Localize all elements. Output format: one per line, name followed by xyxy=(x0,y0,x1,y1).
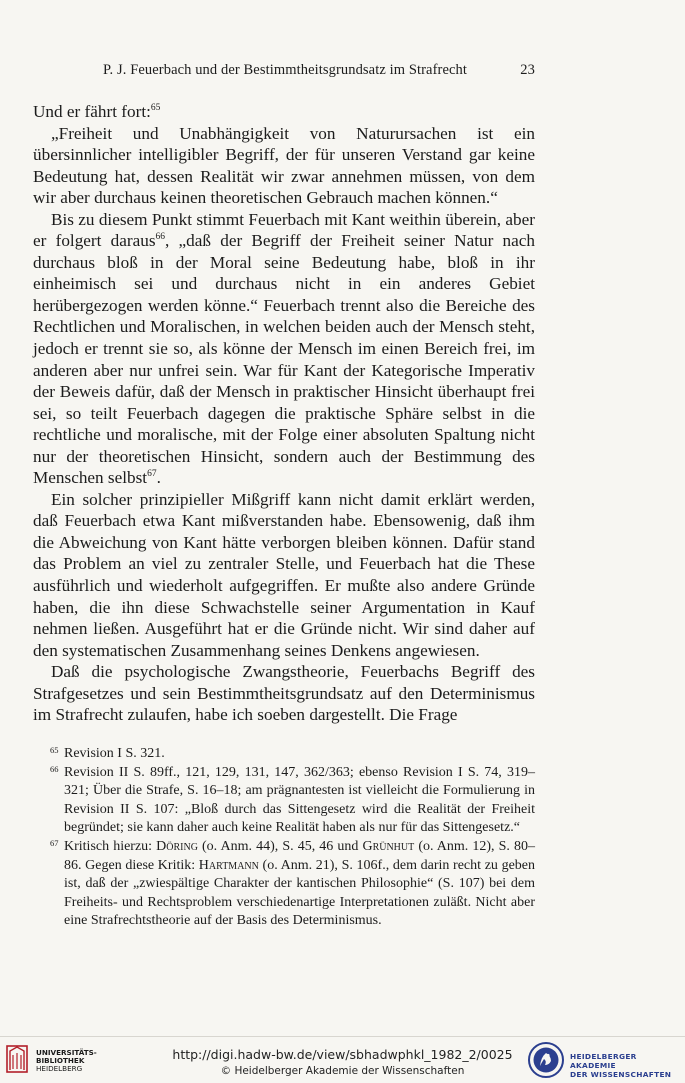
quote-paragraph xyxy=(33,123,535,209)
paragraph-text: „Freiheit und Unabhängigkeit von Naturursachen ist ein übersinnlicher intelligibler Begriff, der für unseren Verstand gar keine Bedeutung hat, dessen Realität wir zwar annehmen müssen, von dem wir aber durchaus keinen theoretischen Gebrauch machen können.“ xyxy=(33,123,535,208)
academy-logo[interactable] xyxy=(527,1040,685,1080)
paragraph-text: Ein solcher prinzipieller Mißgriff kann nicht damit erklärt werden, daß Feuerbach etwa Kant mißverstanden habe. Ebensowenig, daß ihm die Abweichung von Kant hätte verborgen bleiben können. Dafür stand das Problem an viel zu zentraler Stelle, und Feuerbach hat die These ausführlich und wiederholt aufgegriffen. Er mußte also andere Gründe haben, die ihn diese Schwachstelle seiner Argumentation in Kauf nehmen ließen. Ausgeführt hat er die Gründe nicht. Wir sind daher auf den systematischen Zusammenhang seines Denkens angewiesen. xyxy=(33,489,535,660)
footnotes xyxy=(50,745,535,931)
main-text xyxy=(33,101,535,726)
footnote xyxy=(50,838,535,931)
page-number: 23 xyxy=(520,62,535,78)
footnote-text: Kritisch hierzu: xyxy=(64,838,157,854)
logo-line: HEIDELBERGER AKADEMIE xyxy=(570,1052,637,1070)
paragraph xyxy=(33,209,535,489)
copyright-notice: © Heidelberger Akademie der Wissenschaften xyxy=(220,1065,465,1077)
paragraph-text: Daß die psychologische Zwangstheorie, Feuerbachs Begriff des Strafgesetzes und sein Bestimmtheitsgrundsatz auf den Determinismus im Strafrecht zulaufen, habe ich soeben dargestellt. Die Frage xyxy=(33,662,535,725)
logo-line: HEIDELBERG xyxy=(36,1064,83,1074)
paragraph xyxy=(33,489,535,661)
author-name: Grünhut xyxy=(362,838,415,854)
footnote-ref[interactable]: 67 xyxy=(147,469,157,480)
viewer-footer xyxy=(0,1036,685,1083)
logo-line: DER WISSENSCHAFTEN xyxy=(570,1070,672,1079)
logo-line: UNIVERSITÄTS- xyxy=(36,1048,97,1057)
academy-seal-icon xyxy=(527,1041,565,1079)
footnote xyxy=(50,745,535,764)
author-name: Hartmann xyxy=(198,857,259,873)
footnote-mark: 67 xyxy=(50,837,59,848)
footnote xyxy=(50,764,535,838)
footnote-text: (o. Anm. 12), S. 80–86. Gegen diese Kritik: xyxy=(64,838,535,873)
paragraph xyxy=(33,101,535,123)
author-name: Döring xyxy=(156,838,198,854)
footnote-ref[interactable]: 66 xyxy=(155,232,166,243)
paragraph-text: . xyxy=(156,468,161,488)
paragraph-text: Bis zu diesem Punkt stimmt Feuerbach mit Kant weithin überein, aber er folgert daraus xyxy=(33,209,535,251)
paragraph xyxy=(33,661,535,726)
footnote-mark: 66 xyxy=(50,763,59,774)
paragraph-text: , „daß der Begriff der Freiheit seiner Natur nach durchaus bloß in der Moral seine Bedeutung habe, bloß in ihr einheimisch sei und durchaus nicht in ein anderes Gebiet herübergezogen werden könne.“ Feuerbach trennt also die Bereiche des Rechtlichen und Moralischen, in welchen beiden auch der Mensch steht, jedoch er trennt sie so, als könne der Mensch im einen Bereich frei, im anderen aber nur unfrei sein. War für Kant der Kategorische Imperativ der Beweis dafür, daß der Mensch in praktischer Hinsicht überhaupt frei sei, so teilt Feuerbach dagegen die praktische Sphäre selbst in die rechtliche und moralische, mit der Folge einer absoluten Spaltung nicht nur der theoretischen Hinsicht, sondern auch der Bestimmung des Menschen selbst xyxy=(33,231,535,488)
footnote-text: Revision I S. 321. xyxy=(64,746,165,761)
footnote-ref[interactable]: 65 xyxy=(150,103,161,113)
footnote-mark: 65 xyxy=(50,745,59,755)
academy-name xyxy=(570,1052,685,1079)
logo-line: BIBLIOTHEK xyxy=(36,1056,85,1066)
document-url-link[interactable]: http://digi.hadw-bw.de/view/sbhadwphkl_1982_2/0025 xyxy=(172,1047,513,1062)
paragraph-text: Und er fährt fort: xyxy=(33,102,151,121)
footnote-text: (o. Anm. 21), S. 106f., dem darin recht zu geben ist, daß der „zwiespältige Charakter der kantischen Philosophie“ (S. 107) bei dem Freiheits- und Rechtsproblem verschiedenartige Interpretationen zuläßt. Nicht aber eine Strafrechtstheorie auf der Basis des Determinismus. xyxy=(64,857,535,929)
footnote-text: Revision II S. 89ff., 121, 129, 131, 147, 362/363; ebenso Revision I S. 74, 319–321; Über die Strafe, S. 16–18; am prägnantesten ist vielleicht die Formulierung in Revision II S. 107: „Bloß durch das Sittengesetz wird die Realität der Freiheit begründet; sie kann daher auch keine Realität haben als nur für das Sittengesetz.“ xyxy=(64,764,535,836)
running-title: P. J. Feuerbach und der Bestimmtheitsgrundsatz im Strafrecht xyxy=(103,62,467,78)
footnote-text: (o. Anm. 44), S. 45, 46 und xyxy=(197,838,363,854)
